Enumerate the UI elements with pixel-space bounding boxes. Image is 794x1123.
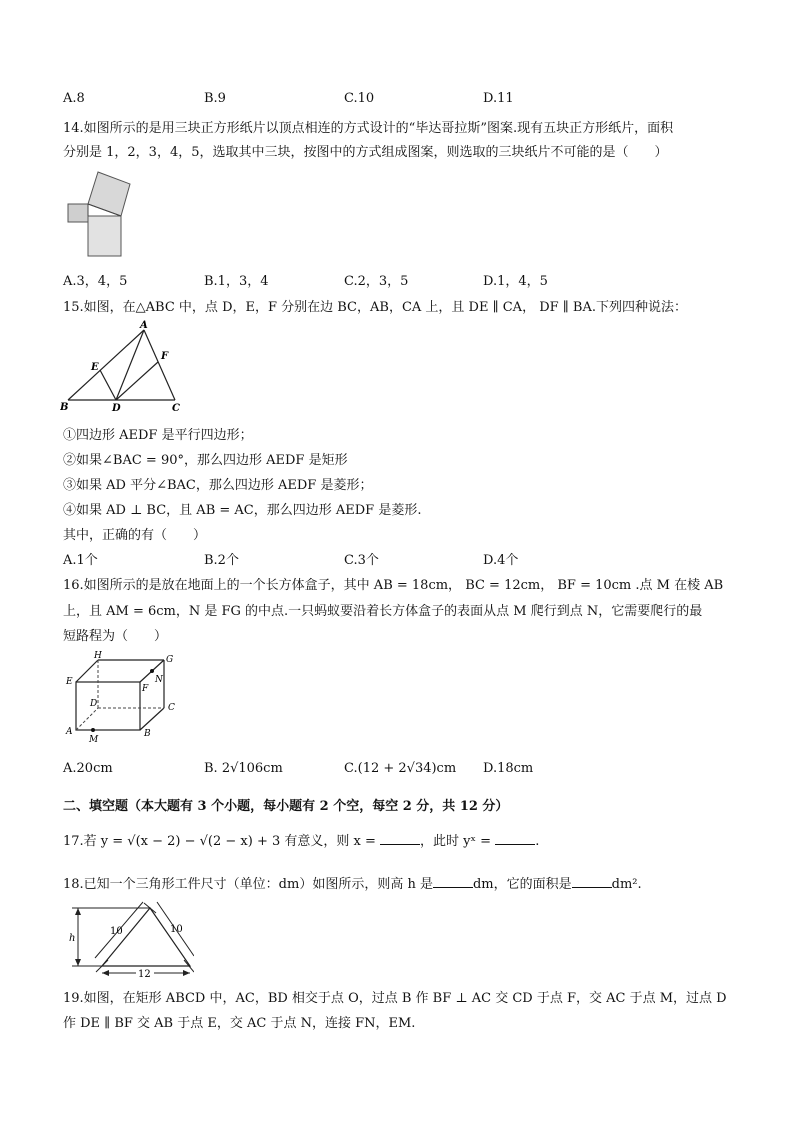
q15-figure bbox=[60, 318, 190, 416]
q14-small-square bbox=[68, 204, 88, 222]
q18-arrow-left bbox=[102, 970, 109, 976]
q14-figure bbox=[60, 164, 140, 264]
q15-label-b: B bbox=[60, 402, 69, 413]
q15-label-d: D bbox=[112, 403, 121, 414]
q14-bottom-square bbox=[88, 216, 121, 256]
q14-option-c: C.2，3，5 bbox=[344, 274, 409, 289]
q13-option-b: B.9 bbox=[204, 91, 226, 106]
q16-label-d: D bbox=[90, 699, 98, 709]
q16-text-line1: 16.如图所示的是放在地面上的一个长方体盒子，其中 AB = 18cm， BC = 12cm， BF = 10cm .点 M 在棱 AB bbox=[63, 578, 724, 593]
q16-text-line2: 上，且 AM = 6cm，N 是 FG 的中点.一只蚂蚁要沿着长方体盒子的表面从点 M 爬行到点 N，它需要爬行的最 bbox=[63, 604, 703, 619]
q17-blank-yx[interactable] bbox=[495, 832, 535, 845]
q14-option-d: D.1，4，5 bbox=[483, 274, 548, 289]
q15-label-e: E bbox=[91, 362, 99, 373]
q19-text-line2: 作 DE ∥ BF 交 AB 于点 E，交 AC 于点 N，连接 FN，EM. bbox=[63, 1016, 416, 1031]
q18-label-base: 12 bbox=[138, 969, 151, 980]
q14-option-b: B.1，3，4 bbox=[204, 274, 269, 289]
q16-option-c: C.(12 + 2√34)cm bbox=[344, 761, 457, 776]
q17-blank-x[interactable] bbox=[380, 832, 420, 845]
q18-triangle bbox=[102, 908, 190, 966]
q16-point-n bbox=[150, 669, 154, 673]
q16-label-h: H bbox=[94, 651, 102, 661]
q15-option-d: D.4个 bbox=[483, 553, 519, 568]
q14-text-line2: 分别是 1，2，3，4，5，选取其中三块，按图中的方式组成图案，则选取的三块纸片不可能的是（ ） bbox=[63, 145, 668, 160]
q18-arrow-down bbox=[75, 959, 81, 966]
section-heading: 二、填空题（本大题有 3 个小题，每小题有 2 个空，每空 2 分，共 12 分） bbox=[63, 799, 509, 814]
q18-prefix: 18.已知一个三角形工件尺寸（单位：dm）如图所示，则高 h 是 bbox=[63, 877, 433, 892]
q15-segment-df bbox=[116, 362, 158, 400]
q16-option-b: B. 2√106cm bbox=[204, 761, 283, 776]
q18-arrow-right bbox=[183, 970, 190, 976]
q14-option-a: A.3，4，5 bbox=[63, 274, 128, 289]
q16-edge-bc bbox=[140, 708, 164, 730]
q15-statement-3: ③如果 AD 平分∠BAC，那么四边形 AEDF 是菱形； bbox=[63, 478, 373, 493]
q18-arrow-up bbox=[75, 908, 81, 915]
q18-label-left: 10 bbox=[110, 926, 123, 937]
q18-suffix: dm². bbox=[611, 877, 642, 892]
q15-question: 其中，正确的有（ ） bbox=[63, 528, 207, 543]
q17-text bbox=[63, 830, 539, 849]
q15-statement-4: ④如果 AD ⊥ BC，且 AB = AC，那么四边形 AEDF 是菱形. bbox=[63, 503, 422, 518]
q15-option-b: B.2个 bbox=[204, 553, 239, 568]
q15-label-c: C bbox=[172, 403, 180, 414]
q18-label-right: 10 bbox=[170, 924, 183, 935]
q15-segment-ac bbox=[144, 330, 175, 400]
q18-blank-area[interactable] bbox=[572, 875, 612, 888]
q16-label-c: C bbox=[168, 703, 175, 713]
q16-label-a: A bbox=[66, 727, 73, 737]
q13-option-d: D.11 bbox=[483, 91, 514, 106]
q15-label-a: A bbox=[140, 320, 148, 331]
q15-segment-de bbox=[100, 370, 116, 400]
q13-option-a: A.8 bbox=[63, 91, 85, 106]
q16-label-n: N bbox=[155, 675, 163, 685]
q19-text-line1: 19.如图，在矩形 ABCD 中，AC，BD 相交于点 O，过点 B 作 BF ⊥ AC 交 CD 于点 F，交 AC 于点 M，过点 D bbox=[63, 991, 727, 1006]
q15-statement-2: ②如果∠BAC = 90°，那么四边形 AEDF 是矩形 bbox=[63, 453, 348, 468]
q16-hidden-edge-ad bbox=[76, 708, 98, 730]
q16-label-g: G bbox=[166, 655, 174, 665]
q16-text-line3: 短路程为（ ） bbox=[63, 629, 168, 644]
q15-option-c: C.3个 bbox=[344, 553, 379, 568]
q17-suffix: . bbox=[535, 834, 540, 849]
q18-middle: dm，它的面积是 bbox=[472, 877, 572, 892]
q15-segment-ba bbox=[68, 330, 144, 400]
q16-label-f: F bbox=[142, 684, 149, 694]
q14-text-line1: 14.如图所示的是用三块正方形纸片以顶点相连的方式设计的“毕达哥拉斯”图案.现有五块正方形纸片，面积 bbox=[63, 121, 674, 136]
q15-label-f: F bbox=[161, 351, 169, 362]
q16-label-e: E bbox=[66, 677, 73, 687]
q18-figure bbox=[64, 900, 194, 980]
q16-option-a: A.20cm bbox=[63, 761, 113, 776]
q16-figure bbox=[60, 648, 185, 744]
q16-point-m bbox=[91, 728, 95, 732]
q16-edge-eh bbox=[76, 660, 98, 682]
q13-option-c: C.10 bbox=[344, 91, 375, 106]
q17-middle: ，此时 yˣ = bbox=[420, 834, 492, 849]
q15-option-a: A.1个 bbox=[63, 553, 98, 568]
q15-text-line1: 15.如图，在△ABC 中，点 D，E，F 分别在边 BC，AB，CA 上，且 DE ∥ CA， DF ∥ BA.下列四种说法： bbox=[63, 300, 687, 315]
q14-large-square bbox=[88, 172, 130, 216]
q17-prefix: 17.若 y = √(x − 2) − √(2 − x) + 3 有意义，则 x = bbox=[63, 834, 376, 849]
q16-label-b: B bbox=[144, 729, 151, 739]
q18-blank-height[interactable] bbox=[433, 875, 473, 888]
q18-text bbox=[63, 873, 642, 892]
q16-front-face bbox=[76, 682, 140, 730]
q16-label-m: M bbox=[89, 735, 99, 744]
q15-statement-1: ①四边形 AEDF 是平行四边形； bbox=[63, 428, 253, 443]
q15-segment-ad bbox=[116, 330, 144, 400]
q16-option-d: D.18cm bbox=[483, 761, 534, 776]
q18-label-h: h bbox=[69, 933, 76, 944]
